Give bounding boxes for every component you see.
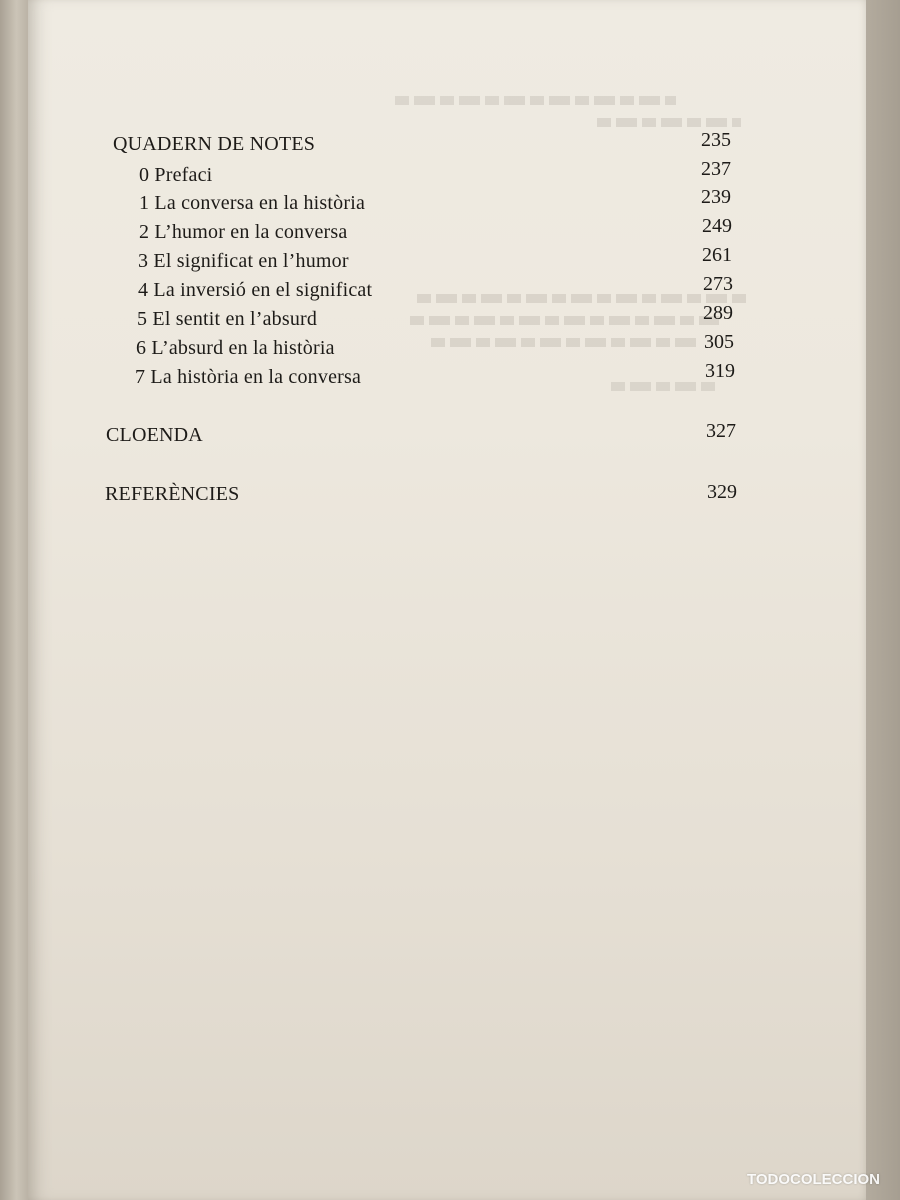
toc-entry-label: 3 El significat en l’humor <box>138 250 349 272</box>
toc-section-page: 235 <box>701 129 731 151</box>
toc-entry-page: 237 <box>701 158 731 180</box>
toc-entry-page: 305 <box>704 331 734 353</box>
toc-entry-page: 239 <box>701 186 731 208</box>
toc-entry-label: 4 La inversió en el significat <box>138 279 373 301</box>
table-of-contents <box>0 0 900 560</box>
toc-section-page: 329 <box>707 481 737 503</box>
toc-entry-label: 5 El sentit en l’absurd <box>137 308 318 330</box>
toc-entry-label: 1 La conversa en la història <box>139 192 366 214</box>
toc-entry-page: 249 <box>702 215 732 237</box>
toc-entry-label: 6 L’absurd en la història <box>136 337 335 359</box>
toc-entry-page: 319 <box>705 360 735 382</box>
toc-entry-page: 273 <box>703 273 733 295</box>
toc-entry-label: 2 L’humor en la conversa <box>139 221 348 243</box>
toc-section-title: CLOENDA <box>106 424 203 446</box>
toc-entry-page: 261 <box>702 244 732 266</box>
toc-entry-label: 0 Prefaci <box>139 164 213 186</box>
toc-section-title: QUADERN DE NOTES <box>113 133 316 155</box>
toc-entry-page: 289 <box>703 302 733 324</box>
toc-entry-label: 7 La història en la conversa <box>135 366 362 388</box>
toc-section-title: REFERÈNCIES <box>105 483 240 505</box>
toc-section-page: 327 <box>706 420 736 442</box>
watermark: TODOCOLECCION <box>746 1171 880 1188</box>
